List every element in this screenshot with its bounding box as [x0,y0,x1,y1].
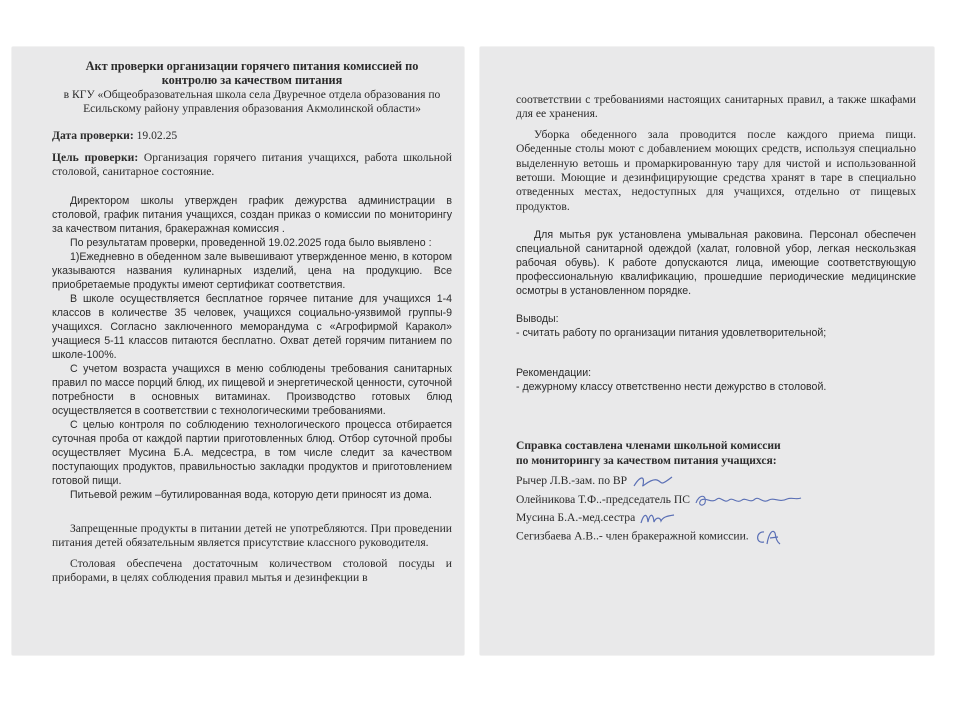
page-right-content [516,93,916,547]
paragraph-drinking: Питьевой режим –бутилированная вода, которую дети приносят из дома. [70,488,432,501]
date-label: Дата проверки: [52,128,134,142]
signature-segizbaeva [752,527,784,547]
act-title-line-1: Акт проверки организации горячего питания комиссией по [85,59,419,73]
paragraph-menu: 1)Ежедневно в обеденном зале вывешивают утвержденное меню, в котором указываются названия кулинарных изделий, цена на продукцию. Все приобретаемые продукты имеют сертификат соответствия. [52,250,452,291]
goal-label: Цель проверки: [52,151,139,165]
date-value: 19.02.25 [136,128,178,142]
paragraph-free-meals: В школе осуществляется бесплатное горячее питание для учащихся 1-4 классов в количестве 35 человек, учащихся социально-уязвимой группы-9 учащихся. Согласно заключенного меморандума с «Агрофирмой Каракол» учащиеся 5-11 классов питаются бесплатно. Охват детей горячим питанием по школе-100%. [52,292,452,361]
signature-musina [638,509,678,527]
document-page-right [480,47,934,655]
act-body-sans [52,194,452,502]
signatory-name: Сегизбаева А.В..- член бракеражной комиссии. [516,529,749,543]
document-page-left [12,47,464,655]
paragraph-cleaning: Уборка обеденного зала проводится после каждого приема пищи. Обеденные столы моют с добавлением моющих средств, используя специально выделенную ветошь и промаркированную тару для чистой и использованной ветоши. Моющие и дезинфицирующие средства хранят в таре в специально отведенных местах, недоступных для учащихся, отдельно от пищевых продуктов. [516,127,916,213]
commission-heading-line-1: Справка составлена членами школьной комиссии [516,439,781,453]
recommendations-item: - дежурному классу ответственно нести дежурство в столовой. [516,381,827,394]
paragraph-daily-sample: С целью контроля по соблюдению технологического процесса отбирается суточная проба от каждой партии приготовленных блюд. Отбор суточной пробы осуществляет Мусина Б.А. медсестра, в том числе следит за качеством поступающих продуктов, правильностью закладки продуктов и приготовлением готовой пищи. [52,418,452,487]
signatory-name: Рычер Л.В.-зам. по ВР [516,474,628,488]
signatory-name: Олейникова Т.Ф..-председатель ПС [516,492,690,506]
paragraph-continued: соответствии с требованиями настоящих санитарных правил, а также шкафами для ее хранения. [516,93,916,121]
hygiene-block [516,228,916,394]
signatory-oleinikova [516,491,916,509]
signature-rycher [630,473,676,491]
act-title-line-2: контролю за качеством питания [161,73,343,88]
page-left-content [52,59,452,585]
act-subtitle-line-2: Есильскому району управления образования Акмолинской области» [83,102,421,116]
paragraph-handwashing: Для мытья рук установлена умывальная раковина. Персонал обеспечен специальной санитарной одеждой (халат, головной убор, легкая нескользкая рабочая обувь). К работе допускаются лица, имеющие соответствующую профессиональную квалификацию, прошедшие периодические медицинские осмотры в установленном порядке. [516,229,916,298]
paragraph-tableware: Столовая обеспечена достаточным количеством столовой посуды и приборами, в целях соблюдения правил мытья и дезинфекции в [52,556,452,585]
inspection-date [52,129,452,143]
paragraph-forbidden-products: Запрещенные продукты в питании детей не употребляются. При проведении питания детей обязательным является присутствие классного руководителя. [52,521,452,550]
signatory-musina [516,509,916,527]
paragraph-results: По результатам проверки, проведенной 19.02.2025 года было выявлено : [70,236,432,249]
conclusions-label: Выводы: [516,313,559,326]
signatory-segizbaeva [516,527,916,547]
commission-block [516,438,916,547]
inspection-goal [52,151,452,180]
recommendations-label: Рекомендации: [516,367,592,380]
paragraph-schedule: Директором школы утвержден график дежурства администрации в столовой, график питания учащихся, создан приказ о комиссии по мониторингу за качеством питания, бракеражная комиссия . [52,194,452,235]
goal-text: Организация горячего питания учащихся, работа школьной столовой, санитарное состояние. [52,151,452,179]
signature-oleinikova [693,491,805,509]
commission-heading-line-2: по мониторингу за качеством питания учащихся: [516,454,777,468]
act-subtitle-line-1: в КГУ «Общеобразовательная школа села Двуречное отдела образования по [63,87,441,101]
signatory-name: Мусина Б.А.-мед.сестра [516,510,636,524]
signatory-rycher [516,472,916,490]
paragraph-sanitary-rules: С учетом возраста учащихся в меню соблюдены требования санитарных правил по массе порций блюд, их пищевой и энергетической ценности, суточной потребности в основных витаминах. Производство готовых блюд осуществляется в соответствии с технологическими требованиями. [52,362,452,417]
conclusions-item: - считать работу по организации питания удовлетворительной; [516,327,827,340]
